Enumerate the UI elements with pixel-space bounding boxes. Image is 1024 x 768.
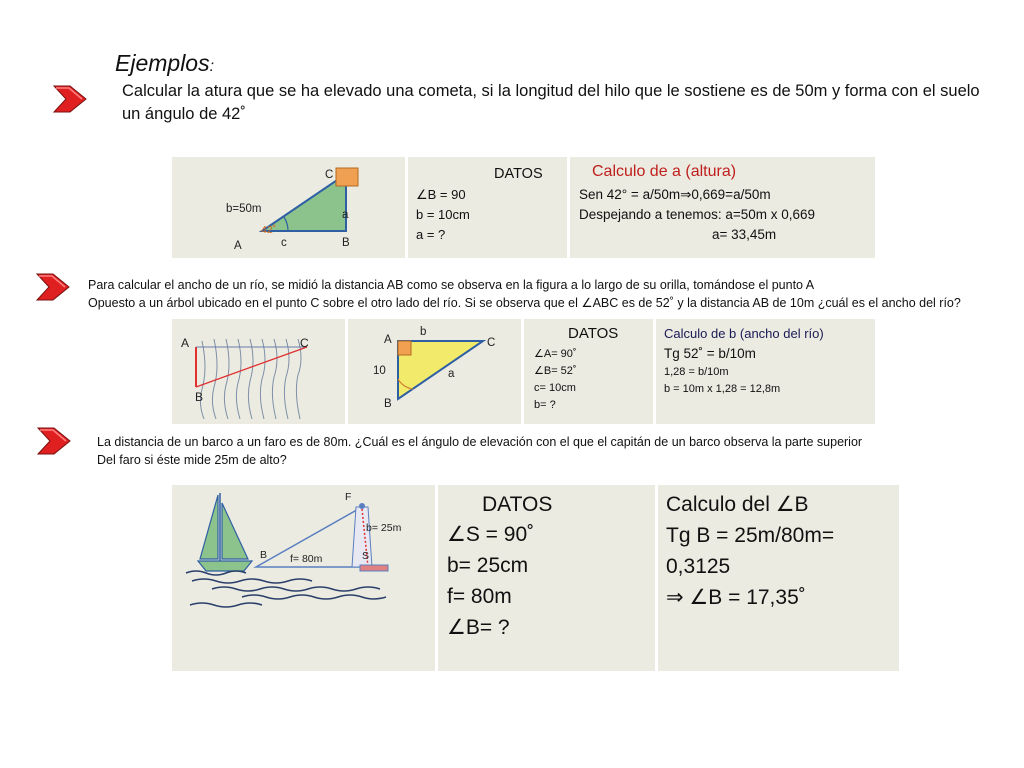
side-b-label: b= 25m [366, 522, 402, 534]
calc-line: Despejando a tenemos: a=50m x 0,669 [579, 207, 816, 222]
datos-line: b= 25cm [447, 554, 529, 577]
divider [567, 157, 570, 258]
side-a-label: a [448, 368, 455, 380]
kite-triangle-figure [212, 162, 412, 254]
sight-line [196, 347, 307, 387]
point-f-label: F [345, 491, 352, 503]
calc-heading: Calculo de a (altura) [592, 163, 737, 180]
datos-line: f= 80m [447, 585, 512, 608]
divider [655, 485, 658, 671]
calc-line: 1,28 = b/10m [664, 366, 729, 378]
calc-line: 0,3125 [666, 555, 731, 578]
datos-line: a = ? [416, 227, 446, 242]
divider [521, 319, 524, 424]
side-c-label: c [281, 237, 287, 249]
lighthouse-base [360, 565, 388, 571]
chevron-arrow-icon [52, 84, 88, 114]
problem3-text: La distancia de un barco a un faro es de 80m. ¿Cuál es el ángulo de elevación con el que el capitán de un barco observa la parte superior Del faro si éste mide 25m de alto? [97, 435, 863, 467]
angle-label: 42˚ [261, 224, 277, 236]
chevron-arrow-icon [35, 272, 71, 302]
problem1-panel [172, 157, 875, 258]
vertex-a-label: A [384, 334, 392, 346]
vertex-c-label: C [325, 169, 334, 181]
calc-line: Tg 52˚ = b/10m [664, 346, 756, 361]
chevron-arrow-icon [36, 426, 72, 456]
datos-line: ∠B= 52˚ [534, 365, 577, 377]
waves [186, 571, 386, 607]
calc-line: Tg B = 25m/80m= [666, 524, 835, 547]
point-b-label: B [195, 390, 204, 404]
datos-heading: DATOS [568, 325, 619, 342]
calc-heading: Calculo del ∠B [666, 493, 809, 516]
divider [653, 319, 656, 424]
point-s-label: S [362, 550, 370, 562]
datos-line: c= 10cm [534, 382, 576, 394]
calc-heading: Calculo de b (ancho del río) [664, 326, 824, 341]
side-a-label: a [342, 209, 349, 221]
datos-line: ∠B = 90 [416, 187, 466, 202]
datos-line: ∠A= 90˚ [534, 348, 577, 360]
side-b-label: b [420, 326, 427, 338]
calc-line: Sen 42° = a/50m⇒0,669=a/50m [579, 187, 771, 202]
sail-left [200, 495, 218, 559]
lighthouse-boat-figure [172, 485, 434, 671]
datos-line: ∠S = 90˚ [447, 523, 535, 546]
river-triangle-figure [348, 319, 520, 424]
vertex-b-label: B [384, 398, 392, 410]
problem3-panel [172, 485, 899, 671]
side-b-label: b=50m [226, 203, 262, 215]
point-b-label: B [260, 549, 268, 561]
vertex-c-label: C [487, 337, 496, 349]
calc-result: a= 33,45m [712, 227, 777, 242]
side-10-label: 10 [373, 365, 386, 377]
side-f-label: f= 80m [290, 553, 323, 565]
datos-line: b = 10cm [416, 207, 470, 222]
triangle-shape [262, 174, 346, 231]
datos-heading: DATOS [482, 493, 553, 516]
datos-line: ∠B= ? [447, 616, 510, 639]
point-c-label: C [300, 336, 309, 350]
problem2-text: Para calcular el ancho de un río, se midió la distancia AB como se observa en la figura a lo largo de su orilla, tomándose el punto A Opuesto a un árbol ubicado en el punto C sobre el otro lado del río. Si se observa que el ∠ABC es de 52˚ y la distancia AB de 10m ¿cuál es el ancho del río? [88, 278, 961, 310]
calc-result: ⇒ ∠B = 17,35˚ [666, 586, 806, 609]
page-title: Ejemplos: [115, 50, 215, 76]
calc-result: b = 10m x 1,28 = 12,8m [664, 383, 781, 395]
kite-square [336, 168, 358, 186]
problem2-panel [172, 319, 875, 424]
divider [435, 485, 438, 671]
sail-right [222, 503, 248, 559]
vertex-a-label: A [234, 240, 242, 252]
right-angle-mark [398, 341, 411, 355]
datos-heading: DATOS [494, 166, 543, 182]
vertex-b-label: B [342, 237, 350, 249]
point-a-label: A [181, 336, 190, 350]
problem1-text: Calcular la atura que se ha elevado una cometa, si la longitud del hilo que le sostiene es de 50m y forma con el suelo un ángulo de 42˚ [122, 82, 980, 123]
datos-line: b= ? [534, 399, 556, 411]
river-figure [172, 319, 344, 424]
boat-hull [198, 561, 252, 571]
